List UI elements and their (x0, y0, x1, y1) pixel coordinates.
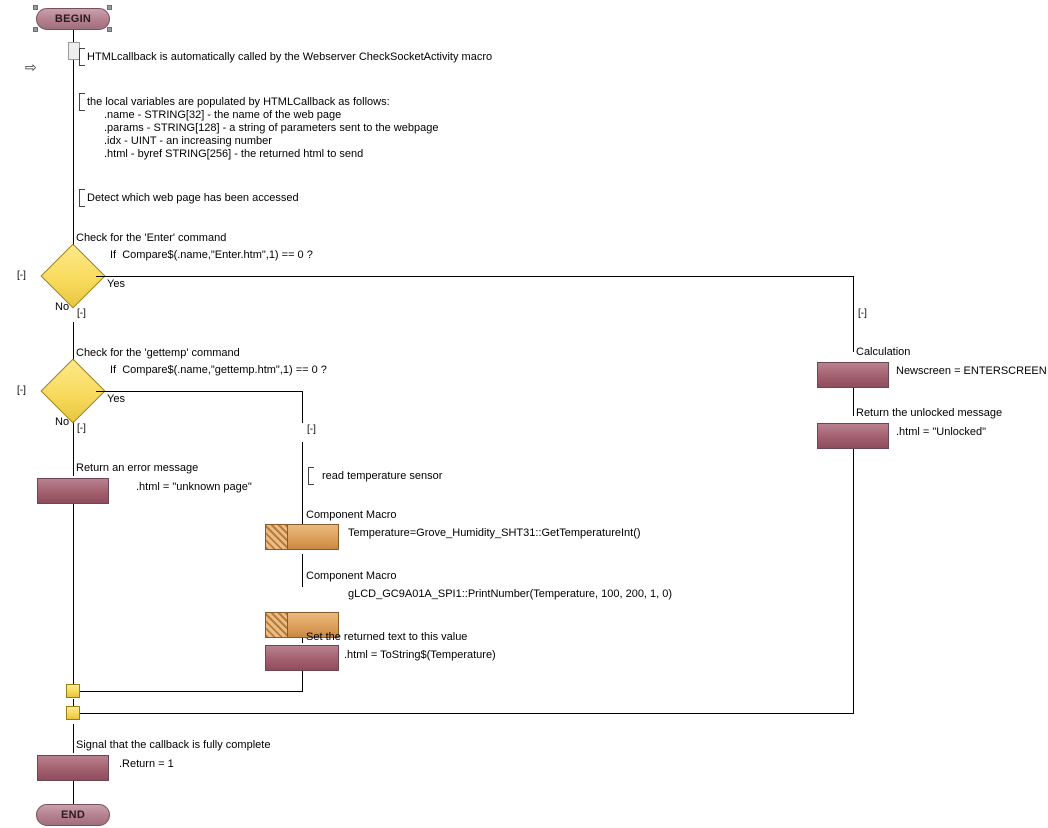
comment-local-var-params: .params - STRING[128] - a string of parameters sent to the webpage (104, 122, 439, 134)
decision1-yes-label: Yes (107, 278, 125, 290)
flow-line-macro1-to-macro2 (302, 554, 303, 587)
flow-line-join-bottom (73, 713, 854, 714)
merge-connector-gettemp[interactable] (66, 684, 80, 698)
flow-line-temp-join (80, 691, 303, 692)
calculation-comment: Calculation (856, 346, 911, 358)
flow-line-unlocked-to-join (853, 448, 854, 713)
comment-bracket (79, 48, 85, 66)
decision1-expression: If Compare$(.name,"Enter.htm",1) == 0 ? (110, 249, 313, 261)
decision1-collapse-toggle-below[interactable]: [-] (77, 308, 86, 319)
flow-line-settext-to-join (302, 669, 303, 692)
decision-gettemp-command[interactable] (50, 368, 96, 414)
component-macro-get-temperature[interactable] (265, 524, 339, 550)
macro1-code: Temperature=Grove_Humidity_SHT31::GetTemperatureInt() (348, 527, 641, 539)
unlocked-comment: Return the unlocked message (856, 407, 1003, 419)
comment-local-var-html: .html - byref STRING[256] - the returned html to send (104, 148, 364, 160)
comment-bracket (79, 189, 85, 207)
calculation-block-set-html[interactable] (265, 645, 339, 671)
comment-local-var-idx: .idx - UINT - an increasing number (104, 135, 272, 147)
flow-line-to-signal (73, 724, 74, 753)
selection-handle[interactable] (107, 5, 112, 10)
flow-line-to-sensor-macro (302, 442, 303, 528)
decision1-comment: Check for the 'Enter' command (76, 232, 227, 244)
calculation-block-unlocked[interactable] (817, 423, 889, 449)
decision2-yes-label: Yes (107, 393, 125, 405)
decision2-expression: If Compare$(.name,"gettemp.htm",1) == 0 ? (110, 364, 327, 376)
calculation-block-newscreen[interactable] (817, 362, 889, 388)
calculation-code: Newscreen = ENTERSCREEN (896, 365, 1047, 377)
calculation-block-return[interactable] (37, 755, 109, 781)
settext-comment: Set the returned text to this value (306, 631, 468, 643)
calc-branch-collapse-toggle[interactable]: [-] (858, 308, 867, 319)
macro-hatch-icon (266, 525, 288, 549)
flow-line-gettemp-yes (96, 391, 303, 392)
comment-detect-page: Detect which web page has been accessed (87, 192, 299, 204)
calculation-block-unknown-page[interactable] (37, 478, 109, 504)
gettemp-branch-collapse-toggle[interactable]: [-] (307, 424, 316, 435)
macro-hatch-icon (266, 613, 288, 637)
error-code: .html = "unknown page" (136, 481, 252, 493)
comment-intro: HTMLcallback is automatically called by the Webserver CheckSocketActivity macro (87, 51, 493, 63)
decision1-collapse-toggle-left[interactable]: [-] (17, 270, 26, 281)
decision2-no-label: No (55, 416, 70, 428)
comment-bracket (308, 467, 314, 485)
unlocked-code: .html = "Unlocked" (896, 426, 987, 438)
flow-line-main-top (73, 30, 74, 276)
signal-code: .Return = 1 (119, 758, 174, 770)
begin-terminator[interactable]: BEGIN (36, 8, 110, 30)
decision1-no-label: No (55, 301, 70, 313)
flow-line-gettemp-yes-down (302, 391, 303, 423)
decision2-collapse-toggle-below[interactable]: [-] (77, 423, 86, 434)
flow-line-error-to-connector (73, 502, 74, 685)
selection-handle[interactable] (33, 27, 38, 32)
error-comment: Return an error message (76, 462, 199, 474)
signal-comment: Signal that the callback is fully complete (76, 739, 271, 751)
flow-line-to-end (73, 779, 74, 805)
decision-enter-command[interactable] (50, 253, 96, 299)
macro1-comment: Component Macro (306, 509, 397, 521)
decision2-comment: Check for the 'gettemp' command (76, 347, 240, 359)
current-line-arrow-icon: ⇨ (25, 59, 37, 75)
comment-local-var-name: .name - STRING[32] - the name of the web page (104, 109, 342, 121)
macro2-code: gLCD_GC9A01A_SPI1::PrintNumber(Temperature, 100, 200, 1, 0) (348, 588, 673, 600)
end-terminator[interactable]: END (36, 804, 110, 826)
comment-bracket (79, 93, 85, 111)
selection-handle[interactable] (107, 27, 112, 32)
macro2-comment: Component Macro (306, 570, 397, 582)
flow-line-enter-yes (96, 276, 854, 277)
comment-locals-header: the local variables are populated by HTMLCallback as follows: (87, 96, 390, 108)
merge-connector-enter[interactable] (66, 706, 80, 720)
selection-handle[interactable] (33, 5, 38, 10)
flow-line-enter-yes-down (853, 276, 854, 352)
settext-code: .html = ToString$(Temperature) (344, 649, 496, 661)
comment-read-sensor: read temperature sensor (322, 470, 443, 482)
decision2-collapse-toggle-left[interactable]: [-] (17, 385, 26, 396)
